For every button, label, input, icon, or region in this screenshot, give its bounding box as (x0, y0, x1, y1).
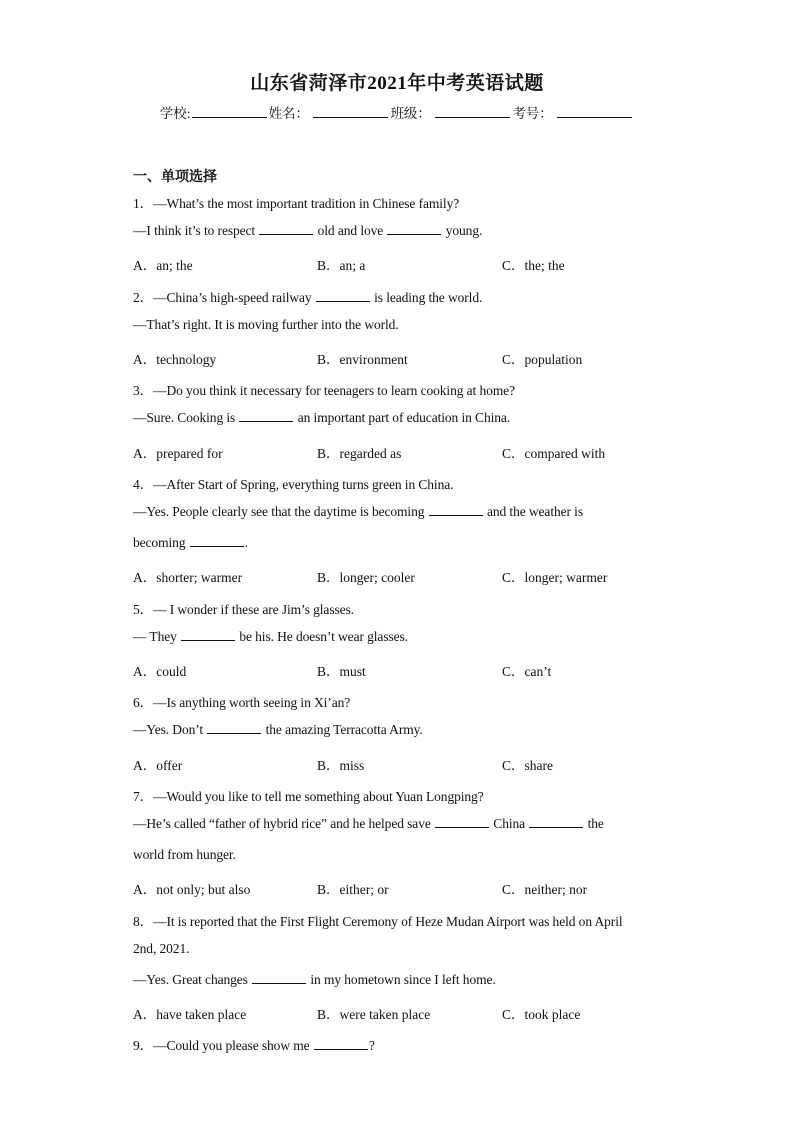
question-stem (133, 192, 459, 212)
question-text: — They (133, 628, 181, 644)
option-b: B．must (317, 664, 366, 679)
option-c: C．share (502, 757, 553, 773)
question-line (133, 941, 189, 957)
question-text: —That’s right. It is moving further into the world. (133, 316, 399, 332)
question-text: young. (442, 223, 483, 239)
option-b: B．either; or (317, 882, 389, 898)
question-text: 2nd, 2021. (133, 940, 190, 956)
answer-blank (529, 816, 583, 828)
section-title: 一、单项选择 (133, 170, 217, 185)
question-line (133, 816, 604, 832)
answer-blank (239, 410, 293, 422)
question-stem (133, 379, 515, 399)
question-line (133, 847, 236, 863)
question-text: 3．—Do you think it necessary for teenagers to learn cooking at home? (133, 383, 515, 399)
question-text: 4．—After Start of Spring, everything turns green in China. (133, 476, 454, 492)
question-stem (133, 473, 453, 493)
question-text: —I think it’s to respect (133, 223, 259, 239)
question-stem (133, 598, 354, 618)
page-title: 山东省菏泽市2021年中考英语试题 (250, 73, 544, 94)
question-text: 5．— I wonder if these are Jim’s glasses. (133, 601, 354, 617)
question-text: old and love (314, 223, 387, 239)
question-text: . (244, 535, 248, 551)
answer-blank (435, 816, 489, 828)
question-text: —Yes. Don’t (133, 722, 207, 738)
name-label: 姓名： (268, 106, 310, 121)
option-c: C．took place (502, 1007, 581, 1023)
option-a: A．prepared for (133, 445, 223, 461)
question-text: 2．—China’s high-speed railway (133, 289, 315, 305)
name-blank (313, 106, 388, 118)
exam-no-label: 考号： (512, 106, 553, 121)
question-text: —He’s called “father of hybrid rice” and he helped save (133, 816, 435, 831)
option-a: A．an; the (133, 258, 193, 274)
question-line (133, 410, 510, 426)
answer-blank (190, 535, 244, 547)
question-stem (133, 691, 350, 711)
option-c: C．compared with (502, 445, 606, 461)
question-text: becoming (133, 535, 189, 551)
question-line (133, 535, 248, 551)
question-text: be his. He doesn’t wear glasses. (236, 628, 408, 644)
option-b: B．an; a (317, 258, 366, 274)
question-text: in my hometown since I left home. (307, 972, 496, 987)
question-stem (133, 1034, 375, 1054)
option-a: A．not only; but also (133, 882, 251, 898)
option-a: A．shorter; warmer (133, 570, 243, 586)
question-text: —Yes. People clearly see that the daytime is becoming (133, 504, 428, 519)
option-c: C．population (502, 352, 583, 367)
option-b: B．miss (317, 757, 365, 773)
answer-blank (259, 223, 313, 235)
exam-no-blank (557, 106, 632, 118)
question-text: —Yes. Great changes (133, 972, 252, 987)
question-text: 7．—Would you like to tell me something about Yuan Longping? (133, 788, 484, 804)
question-text: 1．—What’s the most important tradition in Chinese family? (133, 196, 460, 211)
question-text: the amazing Terracotta Army. (262, 722, 423, 738)
option-a: A．have taken place (133, 1007, 247, 1023)
school-blank (192, 106, 267, 118)
option-b: B．longer; cooler (317, 570, 415, 586)
question-stem (133, 910, 623, 930)
option-b: B．were taken place (317, 1007, 431, 1023)
question-line (133, 722, 423, 738)
option-b: B．regarded as (317, 445, 402, 461)
question-line (133, 504, 583, 520)
option-c: C．the; the (502, 258, 565, 274)
option-a: A．could (133, 664, 187, 679)
answer-blank (314, 1038, 368, 1050)
question-text: the (584, 816, 604, 831)
question-line (133, 972, 496, 988)
class-blank (435, 106, 510, 118)
answer-blank (252, 972, 306, 984)
option-c: C．can’t (502, 664, 552, 679)
answer-blank (316, 290, 370, 302)
question-line (133, 629, 408, 645)
question-text: is leading the world. (370, 289, 483, 305)
question-stem (133, 785, 484, 805)
question-line (133, 317, 399, 333)
question-line (133, 223, 482, 239)
answer-blank (181, 629, 235, 641)
question-text: China (490, 816, 529, 831)
question-text: 6．—Is anything worth seeing in Xi’an? (133, 695, 351, 711)
student-info-row (0, 102, 794, 122)
option-c: C．neither; nor (502, 882, 588, 898)
option-a: A．offer (133, 757, 183, 773)
question-text: 9．—Could you please show me (133, 1038, 313, 1054)
question-stem (133, 286, 482, 306)
option-c: C．longer; warmer (502, 570, 608, 586)
question-text: an important part of education in China. (294, 410, 511, 426)
answer-blank (387, 223, 441, 235)
question-text: ? (368, 1038, 375, 1054)
school-label: 学校: (159, 106, 191, 121)
question-text: world from hunger. (133, 847, 236, 863)
option-a: A．technology (133, 352, 217, 367)
option-b: B．environment (317, 352, 408, 367)
question-text: —Sure. Cooking is (133, 410, 239, 426)
question-text: 8．—It is reported that the First Flight Ceremony of Heze Mudan Airport was held on April (133, 913, 623, 929)
question-text: and the weather is (483, 504, 583, 519)
answer-blank (429, 504, 483, 516)
class-label: 班级： (390, 106, 431, 121)
answer-blank (207, 722, 261, 734)
